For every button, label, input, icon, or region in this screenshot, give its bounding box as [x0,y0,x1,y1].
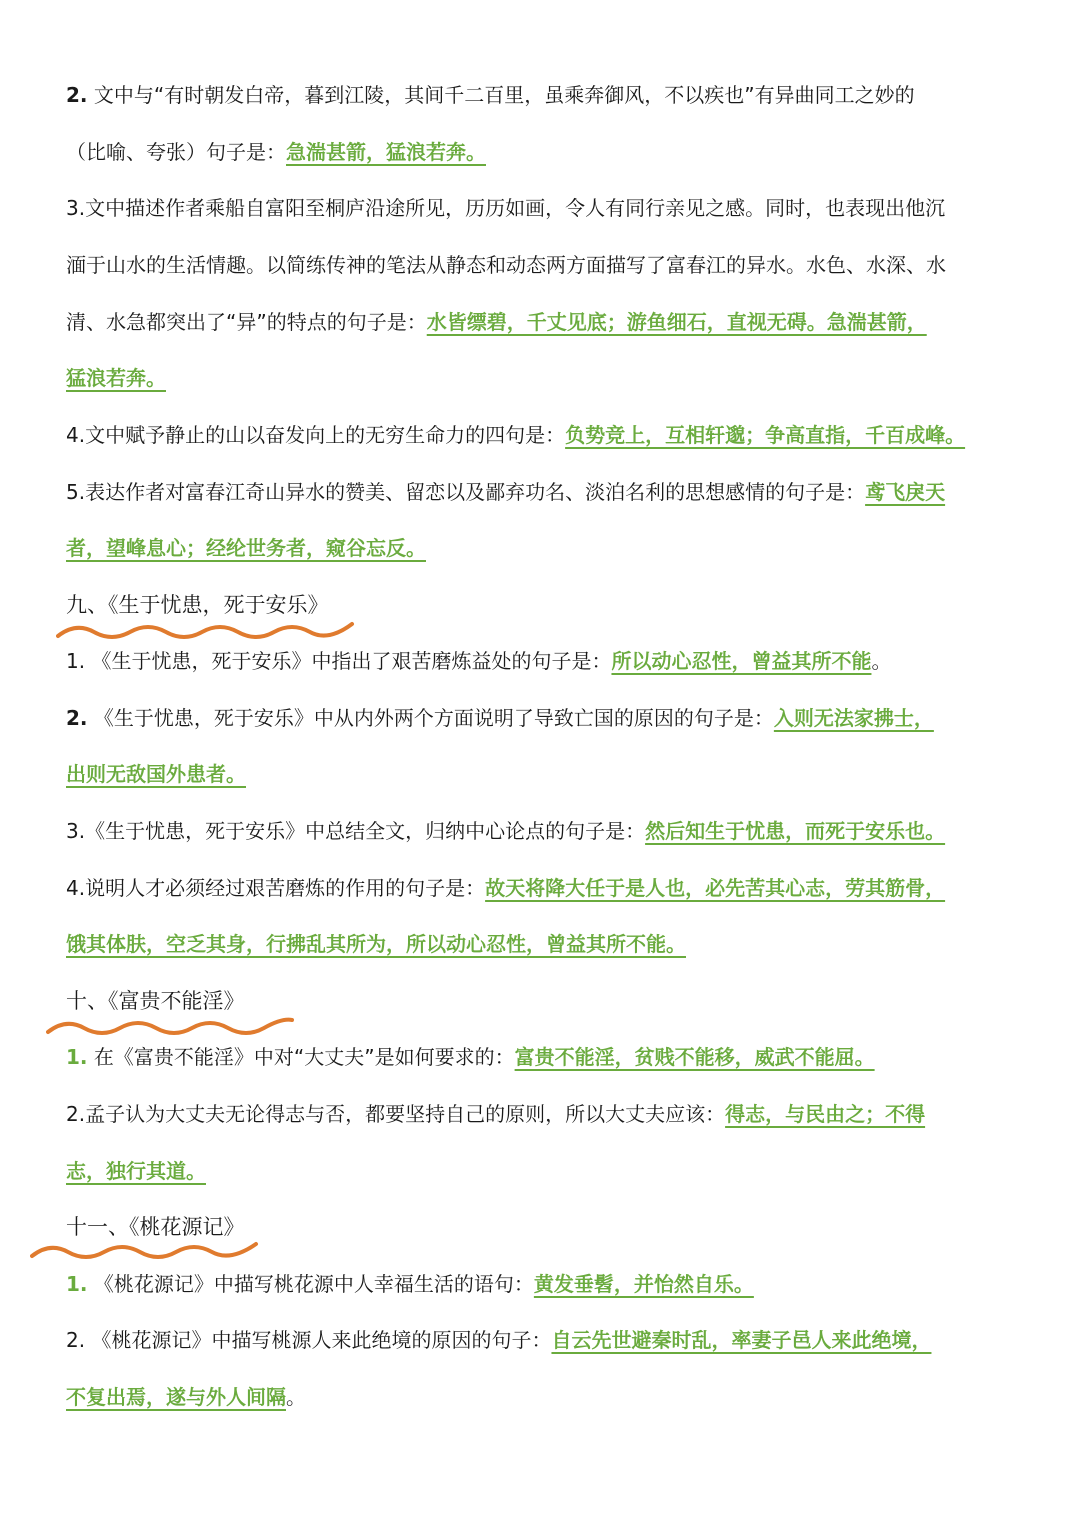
answer-text: 饿其体肤，空乏其身，行拂乱其所为，所以动心忍性，曾益其所不能。 [66,932,686,956]
text-line [66,874,1016,902]
text-line [66,534,1016,562]
wavy-underline [56,618,356,642]
wavy-underline [46,1014,296,1038]
item-number: 1. [66,1272,88,1296]
answer-text: 得志，与民由之；不得 [725,1102,926,1126]
answer-text: 者，望峰息心；经纶世务者，窥谷忘反。 [66,536,426,560]
text-line [66,138,1016,166]
question-text: 2.孟子认为大丈夫无论得志与否，都要坚持自己的原则，所以大丈夫应该： [66,1102,726,1126]
question-text: 5.表达作者对富春江奇山异水的赞美、留恋以及鄙弃功名、淡泊名利的思想感情的句子是： [66,480,866,504]
answer-text: 不复出焉，遂与外人间隔 [66,1385,286,1409]
text-line [66,421,1016,449]
answer-text: 黄发垂髫，并怡然自乐。 [533,1272,754,1296]
answer-text: 猛浪若奔。 [66,366,166,390]
answer-text: 鸢飞戾天 [865,480,946,504]
item-number: 2. [66,706,88,730]
text-line [66,1100,1016,1128]
section-heading: 十、《富贵不能淫》 [66,989,245,1013]
text-line [66,1270,1016,1298]
question-text: 4.说明人才必须经过艰苦磨炼的作用的句子是： [66,876,486,900]
text-line [66,760,1016,788]
answer-text: 出则无敌国外患者。 [66,762,246,786]
text-line [66,478,1016,506]
answer-text: 负势竞上，互相轩邈；争高直指，千百成峰。 [565,423,966,447]
question-text: 《桃花源记》中描写桃花源中人幸福生活的语句： [87,1272,534,1296]
text-line [66,817,1016,845]
item-number: 2. [66,83,88,107]
answer-text: 故天将降大任于是人也，必先苦其心志，劳其筋骨， [485,876,946,900]
question-text: 《生于忧患，死于安乐》中从内外两个方面说明了导致亡国的原因的句子是： [87,706,774,730]
question-text: 4.文中赋予静止的山以奋发向上的无穷生命力的四句是： [66,423,566,447]
answer-text: 志，独行其道。 [66,1159,206,1183]
answer-text: 入则无法家拂士， [773,706,934,730]
answer-text: 急湍甚箭，猛浪若奔。 [286,140,486,164]
question-text: 3.文中描述作者乘船自富阳至桐庐沿途所见，历历如画，令人有同行亲见之感。同时，也表现出他沉 [66,196,946,220]
wavy-underline [30,1238,260,1262]
text-line [66,251,1016,279]
section-heading: 十一、《桃花源记》 [66,1215,245,1239]
section-heading: 九、《生于忧患，死于安乐》 [66,593,329,617]
punctuation: 。 [286,1385,306,1409]
text-line [66,1383,1016,1411]
answer-text: 然后知生于忧患，而死于安乐也。 [645,819,946,843]
question-text: 在《富贵不能淫》中对“大丈夫”是如何要求的： [87,1045,515,1069]
text-line [66,1043,1016,1071]
text-line [66,704,1016,732]
text-line [66,364,1016,392]
answer-text: 所以动心忍性，曾益其所不能 [611,649,872,673]
answer-text: 自云先世避秦时乱，率妻子邑人来此绝境， [551,1328,932,1352]
question-text: 清、水急都突出了“异”的特点的句子是： [66,310,427,334]
question-text: 3.《生于忧患，死于安乐》中总结全文，归纳中心论点的句子是： [66,819,646,843]
question-text: 2. 《桃花源记》中描写桃源人来此绝境的原因的句子： [66,1328,552,1352]
question-text: 湎于山水的生活情趣。以简练传神的笔法从静态和动态两方面描写了富春江的异水。水色、水深、水 [66,253,946,277]
text-line [66,81,1016,109]
punctuation: 。 [871,649,892,673]
item-number: 1. [66,1045,88,1069]
text-line [66,1326,1016,1354]
question-text: （比喻、夸张）句子是： [66,140,286,164]
text-line [66,930,1016,958]
text-line [66,308,1016,336]
answer-text: 水皆缥碧，千丈见底；游鱼细石，直视无碍。急湍甚箭， [426,310,927,334]
question-text: 1. 《生于忧患，死于安乐》中指出了艰苦磨炼益处的句子是： [66,649,612,673]
text-line [66,647,1016,675]
answer-text: 富贵不能淫，贫贱不能移，威武不能屈。 [514,1045,875,1069]
text-line [66,194,1016,222]
text-line [66,1157,1016,1185]
question-text: 文中与“有时朝发白帝，暮到江陵，其间千二百里，虽乘奔御风，不以疾也”有异曲同工之妙的 [93,83,915,107]
